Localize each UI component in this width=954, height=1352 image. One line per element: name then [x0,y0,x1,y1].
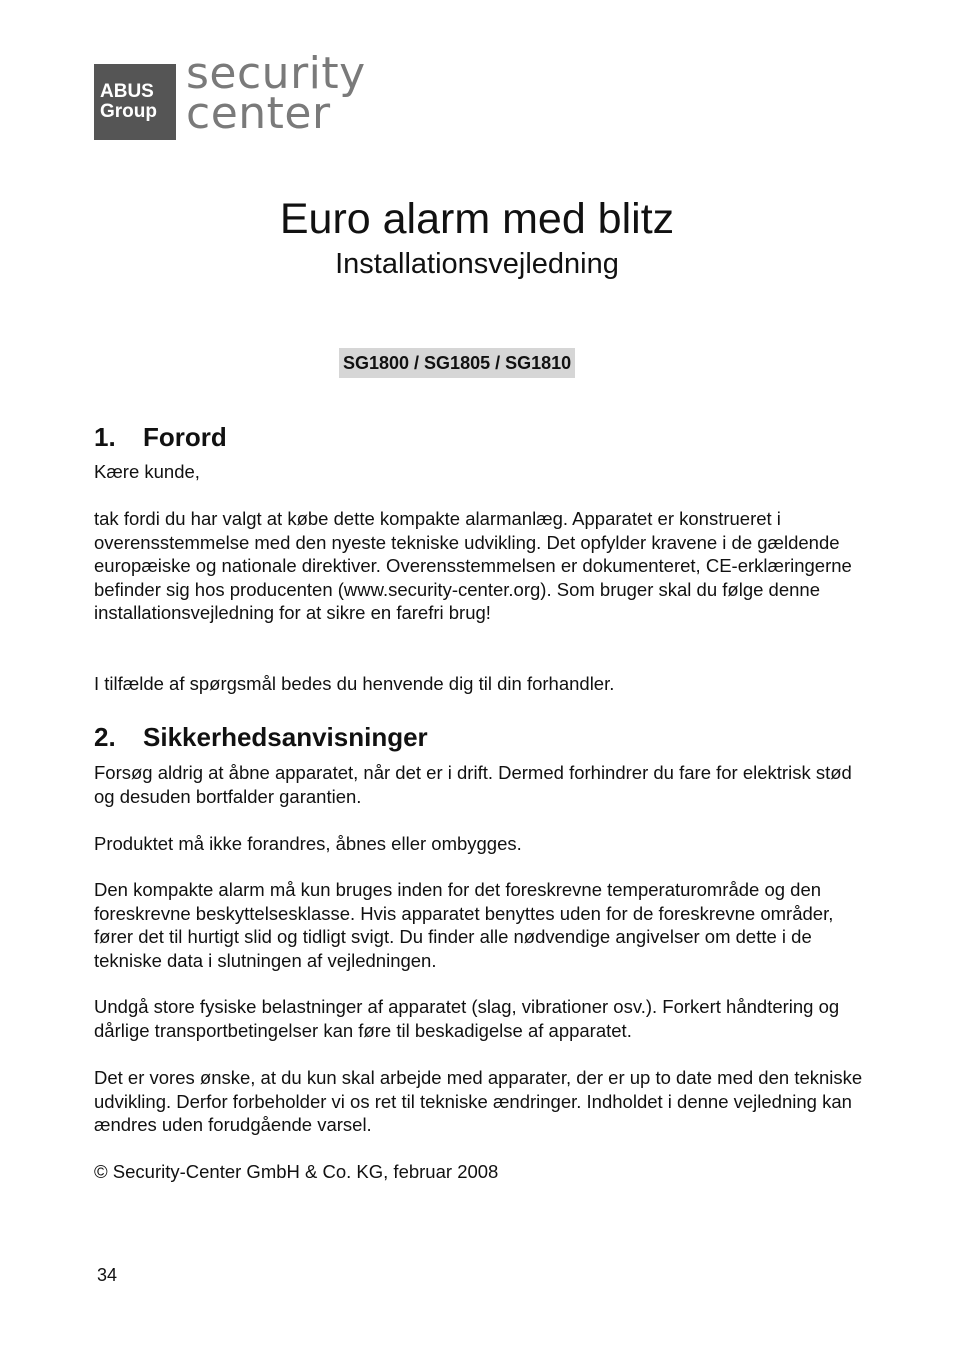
copyright-notice: © Security-Center GmbH & Co. KG, februar 2008 [94,1161,499,1182]
section-2-heading [94,722,428,753]
section-1-number: 1. [94,422,116,452]
abus-group-logo-box [94,64,176,140]
safety-paragraph-2: Produktet må ikke forandres, åbnes eller ombygges. [94,833,522,854]
model-numbers-badge: SG1800 / SG1805 / SG1810 [339,348,575,378]
logo-box-line1: ABUS [100,81,154,102]
security-center-logo-text [186,48,366,139]
section-2-title: Sikkerhedsanvisninger [143,722,428,752]
salutation: Kære kunde, [94,461,200,482]
logo-text-line2: center [186,88,331,139]
logo-box-line2: Group [100,101,157,122]
logo-text-line1: security [186,48,366,99]
section-2-number: 2. [94,722,116,752]
safety-paragraph-1: Forsøg aldrig at åbne apparatet, når det er i drift. Dermed forhindrer du fare for elektrisk stød og desuden bortfalder garantien. [94,762,852,807]
company-logo [94,48,366,142]
foreword-paragraph: tak fordi du har valgt at købe dette kompakte alarmanlæg. Apparatet er konstrueret i overensstemmelse med den nyeste tekniske udvikling. Det opfylder kravene i de gældende europæiske og nationale direktiver. Overensstemmelsen er dokumenteret, CE-erklæringerne befinder sig hos producenten (www.security-center.org). Som bruger skal du følge denne installationsvejledning for at sikre en farefri brug! [94,508,852,624]
safety-paragraph-3: Den kompakte alarm må kun bruges inden for det foreskrevne temperaturområde og den foreskrevne beskyttelsesklasse. Hvis apparatet benyttes uden for de foreskrevne områder, fører det til hurtigt slid og tidligt svigt. Du finder alle nødvendige angivelser om dette i de tekniske data i slutningen af vejledningen. [94,879,834,971]
document-title: Euro alarm med blitz [279,195,675,243]
document-subtitle: Installationsvejledning [335,248,619,280]
contact-dealer-paragraph: I tilfælde af spørgsmål bedes du henvende dig til din forhandler. [94,673,615,694]
section-1-title: Forord [143,422,227,452]
safety-paragraph-4: Undgå store fysiske belastninger af apparatet (slag, vibrationer osv.). Forkert håndtering og dårlige transportbetingelser kan føre til beskadigelse af apparatet. [94,996,840,1041]
page-number: 34 [97,1265,118,1285]
safety-paragraph-5: Det er vores ønske, at du kun skal arbejde med apparater, der er up to date med den tekniske udvikling. Derfor forbeholder vi os ret til tekniske ændringer. Indholdet i denne vejledning kan ændres uden forudgående varsel. [94,1067,863,1136]
section-1-heading [94,422,227,453]
